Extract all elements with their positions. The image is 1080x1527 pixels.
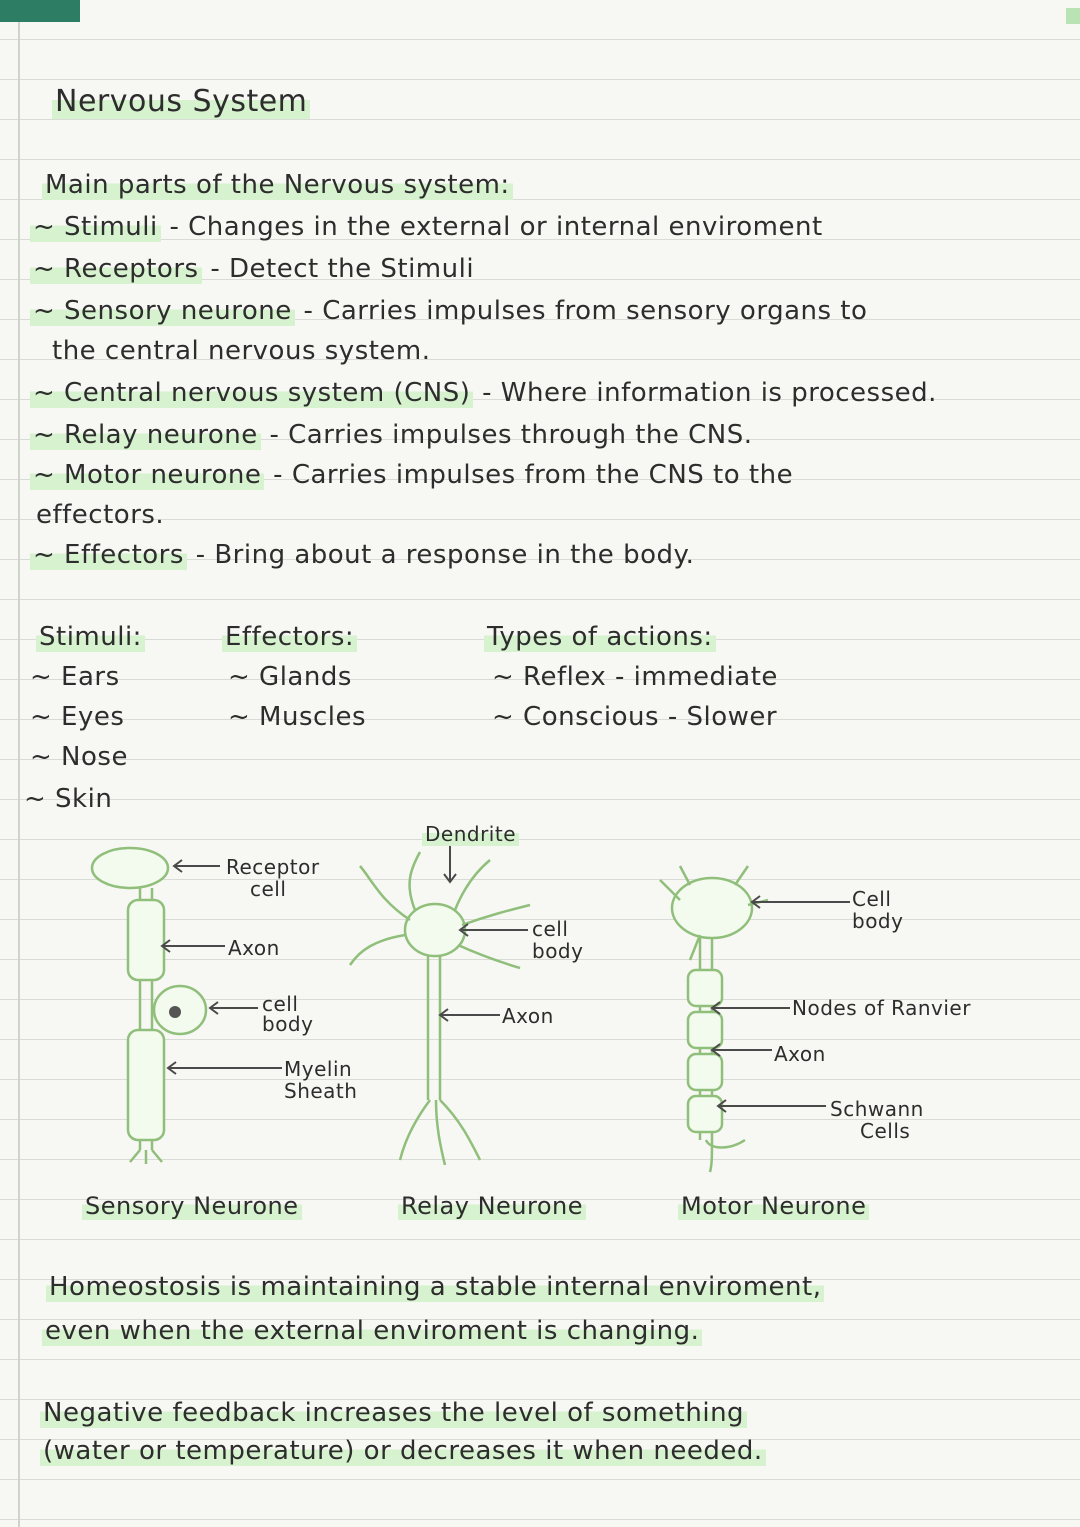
motor-axon-label: Axon [774, 1042, 826, 1066]
dendrite-label: Dendrite [422, 822, 519, 846]
negative-feedback-line-2: (water or temperature) or decreases it when needed. [40, 1436, 766, 1466]
motor-cell-body-label: Cell body [852, 887, 904, 933]
list-item: the central nervous system. [52, 336, 431, 366]
sensory-neurone-drawing [92, 848, 206, 1164]
list-item: ~ Reflex - immediate [492, 662, 778, 692]
stimuli-heading: Stimuli: [36, 622, 145, 652]
main-parts-heading: Main parts of the Nervous system: [42, 170, 513, 200]
sensory-neurone-caption: Sensory Neurone [82, 1192, 302, 1220]
list-item: ~ Conscious - Slower [492, 702, 778, 732]
list-item: effectors. [36, 500, 165, 530]
receptor-cell-label: Receptor cell [226, 855, 320, 901]
sensory-axon-label: Axon [228, 936, 280, 960]
schwann-cells-label: Schwann Cells [830, 1097, 924, 1143]
homeostasis-line-1: Homeostosis is maintaining a stable internal enviroment, [46, 1272, 824, 1302]
negative-feedback-line-1: Negative feedback increases the level of something [40, 1398, 747, 1428]
list-item: ~ Sensory neurone - Carries impulses from sensory organs to [30, 296, 867, 326]
relay-cell-body-label: cell body [532, 917, 584, 963]
actions-heading: Types of actions: [484, 622, 716, 652]
list-item: ~ Relay neurone - Carries impulses through the CNS. [30, 420, 753, 450]
myelin-sheath-label: Myelin Sheath [284, 1057, 358, 1103]
motor-neurone-drawing [660, 866, 768, 1172]
sensory-cell-body-label: cell body [262, 992, 314, 1036]
list-item: ~ Nose [30, 742, 128, 772]
list-item: ~ Receptors - Detect the Stimuli [30, 254, 474, 284]
list-item: ~ Ears [30, 662, 120, 692]
page-title: Nervous System [52, 84, 310, 119]
list-item: ~ Effectors - Bring about a response in the body. [30, 540, 694, 570]
list-item: ~ Eyes [30, 702, 125, 732]
homeostasis-line-2: even when the external enviroment is changing. [42, 1316, 702, 1346]
list-item: ~ Motor neurone - Carries impulses from the CNS to the [30, 460, 793, 490]
relay-neurone-caption: Relay Neurone [398, 1192, 586, 1220]
effectors-heading: Effectors: [222, 622, 357, 652]
motor-neurone-caption: Motor Neurone [678, 1192, 869, 1220]
list-item: ~ Stimuli - Changes in the external or internal enviroment [30, 212, 823, 242]
relay-axon-label: Axon [502, 1004, 554, 1028]
nodes-of-ranvier-label: Nodes of Ranvier [792, 996, 971, 1020]
list-item: ~ Central nervous system (CNS) - Where information is processed. [30, 378, 937, 408]
list-item: ~ Skin [24, 784, 113, 814]
list-item: ~ Glands [228, 662, 352, 692]
list-item: ~ Muscles [228, 702, 367, 732]
